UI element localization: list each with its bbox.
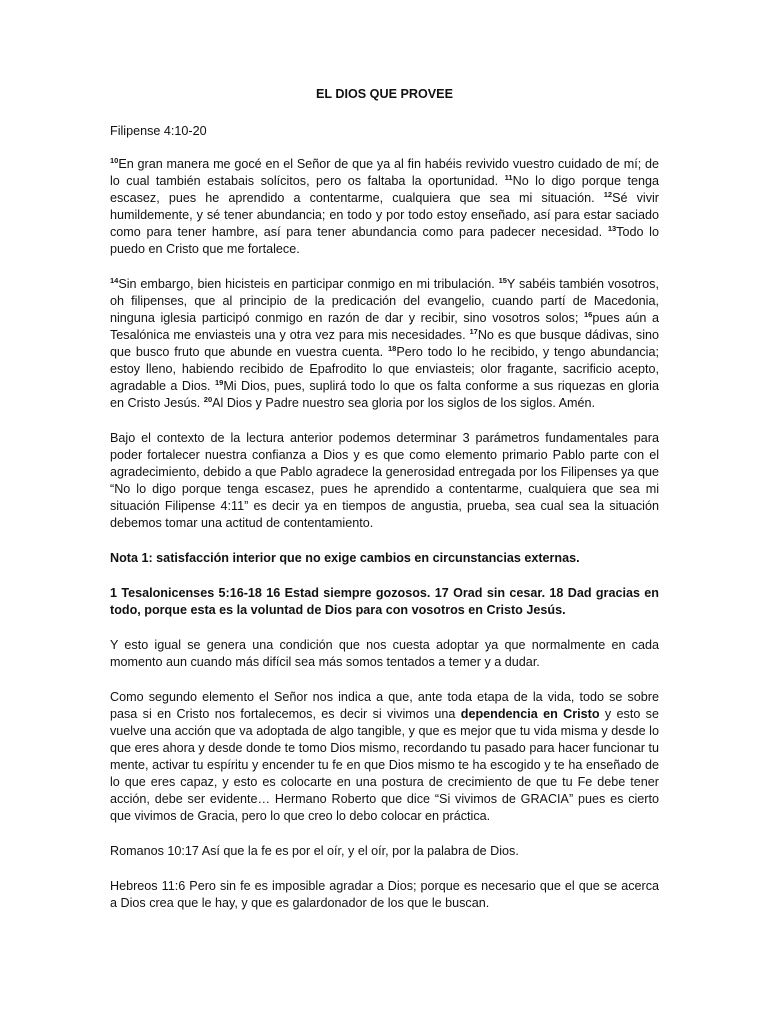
verse-text: En gran manera me gocé en el Señor de que ya al fin habéis revivido vuestro cuidado de mí; de lo cual también estabais solícitos, pero os faltaba la oportunidad. bbox=[110, 157, 659, 188]
verse-number: 20 bbox=[203, 395, 213, 404]
passage-paragraph-1 bbox=[110, 156, 659, 258]
verse-number: 17 bbox=[469, 327, 478, 336]
document-title: EL DIOS QUE PROVEE bbox=[316, 87, 453, 101]
verse-text: Pero todo lo he recibido, y tengo abundancia; estoy lleno, habiendo recibido de Epafrodito lo que enviasteis; olor fragante, sacrificio acepto, agradable a Dios. bbox=[110, 345, 659, 393]
verse-number: 13 bbox=[607, 224, 617, 233]
romans-verse: Romanos 10:17 Así que la fe es por el oír, y el oír, por la palabra de Dios. bbox=[110, 844, 519, 858]
verse-text: Y sabéis también vosotros, oh filipenses, que al principio de la predicación del evangelio, cuando partí de Macedonia, ninguna iglesia participó conmigo en razón de dar y recibir, sino vosotros solos; bbox=[110, 277, 659, 325]
verse-number: 10 bbox=[110, 156, 119, 165]
verse-number: 18 bbox=[387, 344, 397, 353]
hebrews-verse: Hebreos 11:6 Pero sin fe es imposible agradar a Dios; porque es necesario que el que se acerca a Dios crea que le hay, y que es galardonador de los que le buscan. bbox=[110, 879, 659, 910]
bold-phrase: dependencia en Cristo bbox=[460, 707, 600, 721]
thessalonians-verse: 1 Tesalonicenses 5:16-18 16 Estad siempre gozosos. 17 Orad sin cesar. 18 Dad gracias en todo, porque esta es la voluntad de Dios para con vosotros en Cristo Jesús. bbox=[110, 586, 659, 617]
verse-number: 14 bbox=[110, 276, 119, 285]
paragraph-text: Como segundo elemento el Señor nos indica a que, ante toda etapa de la vida, todo se sobre pasa si en Cristo nos fortalecemos, es decir si vivimos una bbox=[110, 690, 659, 721]
verse-number: 11 bbox=[504, 173, 513, 182]
verse-text: No es que busque dádivas, sino que busco fruto que abunde en vuestra cuenta. bbox=[110, 328, 659, 359]
verse-text: Al Dios y Padre nuestro sea gloria por los siglos de los siglos. Amén. bbox=[212, 396, 596, 410]
note-heading: Nota 1: satisfacción interior que no exige cambios en circunstancias externas. bbox=[110, 551, 580, 565]
verse-text: Sin embargo, bien hicisteis en participar conmigo en mi tribulación. bbox=[118, 277, 499, 291]
verse-text: Sé vivir humildemente, y sé tener abundancia; en todo y por todo estoy enseñado, así para estar saciado como para tener hambre, así para tener abundancia como para padecer necesidad. bbox=[110, 191, 659, 239]
verse-number: 16 bbox=[584, 310, 593, 319]
verse-text: Todo lo puedo en Cristo que me fortalece. bbox=[110, 225, 659, 256]
context-paragraph: Bajo el contexto de la lectura anterior podemos determinar 3 parámetros fundamentales para poder fortalecer nuestra confianza a Dios y es que como elemento primario Pablo parte con el agradecimiento, debido a que Pablo agradece la generosidad entregada por los Filipenses ya que “No lo digo porque tenga escasez, pues he aprendido a contentarme, cualquiera que sea mi situación Filipense 4:11” es decir ya en tiempos de angustia, prueba, sea cual sea la situación debemos tomar una actitud de contentamiento. bbox=[110, 431, 659, 530]
verse-text: Mi Dios, pues, suplirá todo lo que os falta conforme a sus riquezas en gloria en Cristo Jesús. bbox=[110, 379, 659, 410]
passage-paragraph-2 bbox=[110, 276, 659, 412]
scripture-reference: Filipense 4:10-20 bbox=[110, 124, 207, 138]
verse-text: pues aún a Tesalónica me enviasteis una y otra vez para mis necesidades. bbox=[110, 311, 660, 342]
paragraph-text: y esto se vuelve una acción que va adoptada de algo tangible, y que es mejor que tu vida misma y desde lo que eres ahora y desde donde te tomo Dios mismo, recordando tu pasado para hacer funcionar tu mente, activar tu espíritu y encender tu fe en que Dios mismo te ha escogido y te ha enseñado de lo que eres capaz, y esto es colocarte en una postura de crecimiento de que tu Fe debe tener acción, debe ser evidente… Hermano Roberto que dice “Si vivimos de GRACIA” pues es cierto que vivimos de Gracia, pero lo que creo lo debo colocar en práctica. bbox=[110, 707, 659, 823]
verse-number: 15 bbox=[498, 276, 507, 285]
verse-text: No lo digo porque tenga escasez, pues he aprendido a contentarme, cualquiera que sea mi situación. bbox=[110, 174, 659, 205]
verse-number: 12 bbox=[603, 190, 613, 199]
second-element-paragraph bbox=[110, 689, 659, 825]
condition-paragraph: Y esto igual se genera una condición que nos cuesta adoptar ya que normalmente en cada momento aun cuando más difícil sea más somos tentados a temer y a dudar. bbox=[110, 638, 659, 669]
document-page bbox=[110, 86, 659, 930]
verse-number: 19 bbox=[214, 378, 224, 387]
